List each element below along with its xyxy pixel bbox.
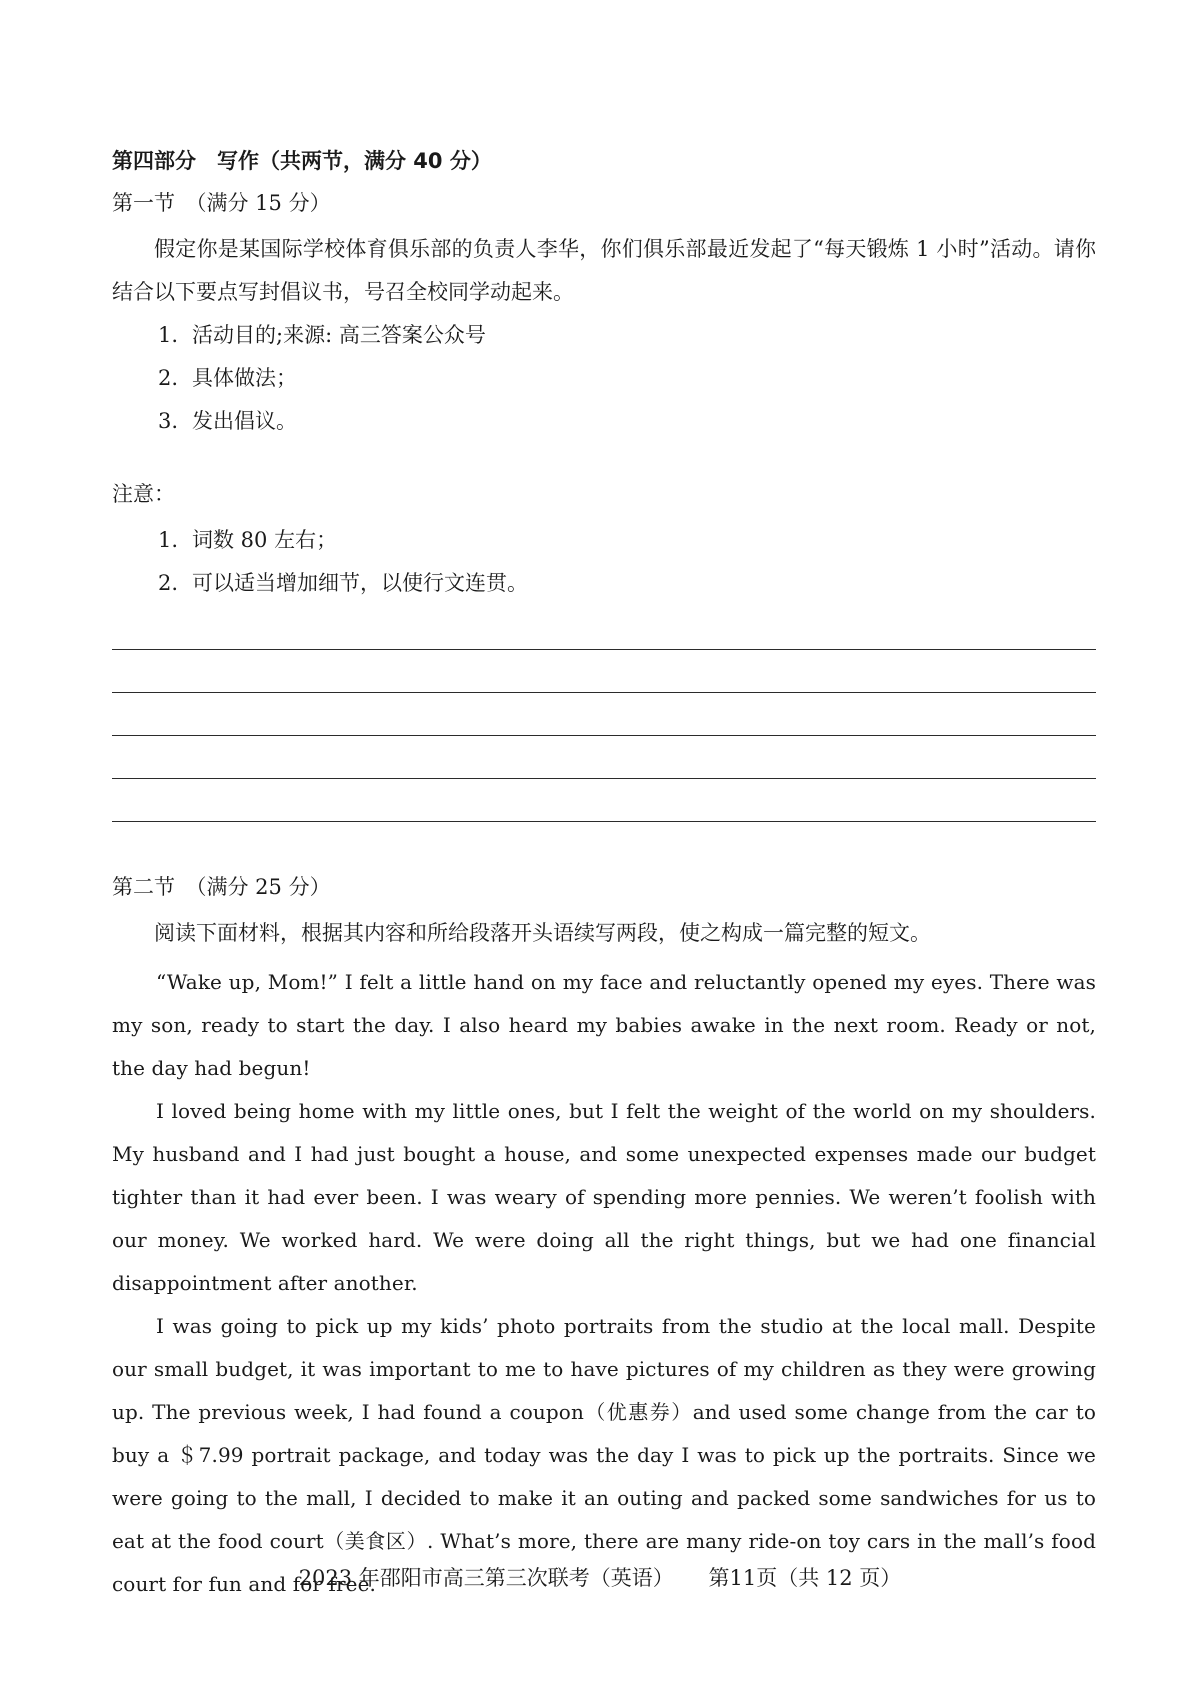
answer-line: [112, 693, 1096, 736]
answer-line: [112, 625, 1096, 650]
section2-instruction: 阅读下面材料，根据其内容和所给段落开头语续写两段，使之构成一篇完整的短文。: [154, 921, 931, 945]
section1-prompt: 假定你是某国际学校体育俱乐部的负责人李华，你们俱乐部最近发起了“每天锻炼 1 小时”活动。请你结合以下要点写封倡议书，号召全校同学动起来。: [112, 237, 1096, 304]
note-text: 词数 80 左右；: [192, 528, 338, 552]
point-number: 2.: [158, 366, 179, 390]
point-item: [112, 400, 1096, 443]
point-item: [112, 314, 1096, 357]
answer-line: [112, 736, 1096, 779]
note-item: [112, 519, 1096, 562]
section1-title: 第一节 （满分 15 分）: [112, 191, 331, 215]
passage-paragraph: I was going to pick up my kids’ photo portraits from the studio at the local mall. Despite our small budget, it was important to me to have pictures of my children as they were growing up. The previous week, I had found a coupon（优惠券）and used some change from the car to buy a ＄7.99 portrait package, and today was the day I was to pick up the portraits. Since we were going to the mall, I decided to make it an outing and packed some sandwiches for us to eat at the food court（美食区）. What’s more, there are many ride-on toy cars in the mall’s food court for fun and for free.: [112, 1314, 1096, 1596]
point-number: 3.: [158, 409, 179, 433]
point-text: 活动目的;来源: 高三答案公众号: [192, 323, 486, 347]
page-content: [112, 146, 1096, 1606]
note-text: 可以适当增加细节，以使行文连贯。: [192, 571, 528, 595]
footer-page-number: 第11页（共 12 页）: [708, 1566, 902, 1590]
section2-title: 第二节 （满分 25 分）: [112, 875, 331, 899]
footer-exam-title: 2023 年邵阳市高三第三次联考（英语）: [298, 1566, 674, 1590]
note-number: 1.: [158, 528, 179, 552]
answer-lines: [112, 625, 1096, 822]
answer-line: [112, 650, 1096, 693]
point-text: 具体做法；: [192, 366, 297, 390]
notes-list: [112, 519, 1096, 605]
passage-paragraph: “Wake up, Mom!” I felt a little hand on my face and reluctantly opened my eyes. There was my son, ready to start the day. I also heard my babies awake in the next room. Ready or not, the day had begun!: [112, 970, 1096, 1080]
passage-paragraph: I loved being home with my little ones, but I felt the weight of the world on my shoulders. My husband and I had just bought a house, and some unexpected expenses made our budget tighter than it had ever been. I was weary of spending more pennies. We weren’t foolish with our money. We worked hard. We were doing all the right things, but we had one financial disappointment after another.: [112, 1099, 1096, 1295]
part-heading: 第四部分 写作（共两节，满分 40 分）: [112, 149, 492, 173]
point-number: 1.: [158, 323, 179, 347]
section1-points: [112, 314, 1096, 443]
answer-line: [112, 779, 1096, 822]
note-number: 2.: [158, 571, 179, 595]
page-footer: [0, 1563, 1200, 1593]
point-text: 发出倡议。: [192, 409, 297, 433]
note-title: 注意：: [112, 482, 175, 506]
note-item: [112, 562, 1096, 605]
point-item: [112, 357, 1096, 400]
